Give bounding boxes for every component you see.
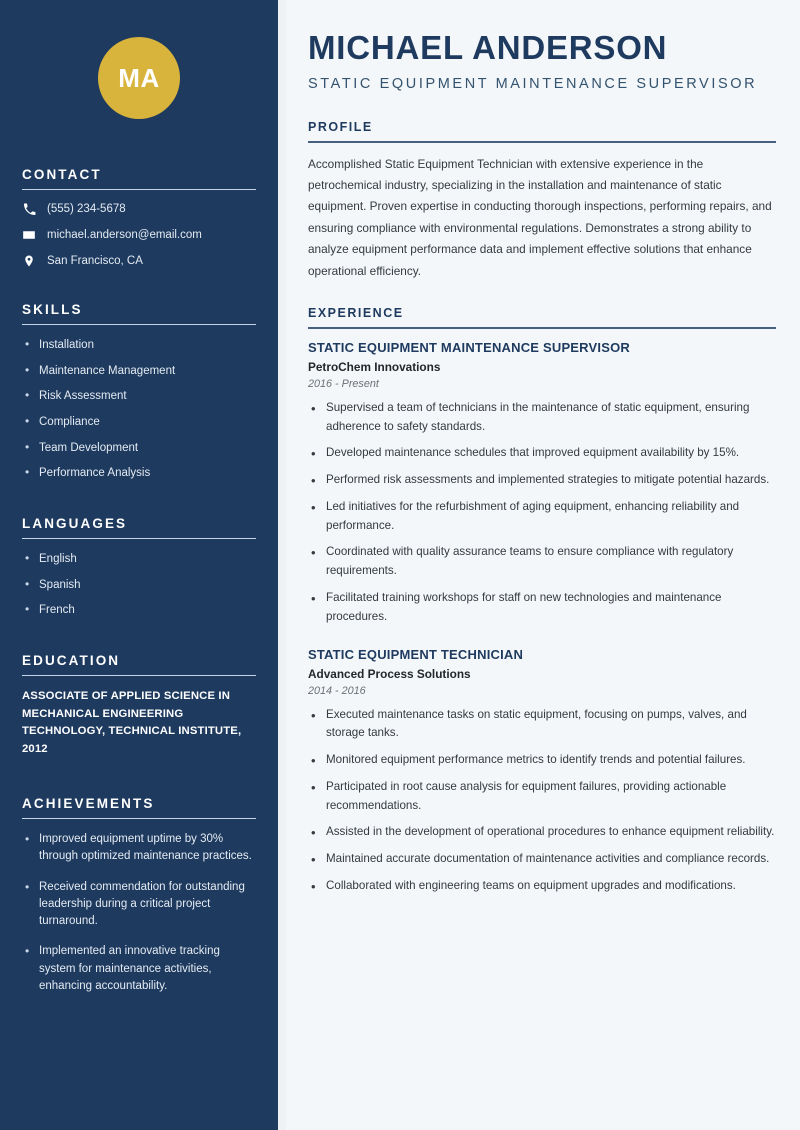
experience-bullet-list xyxy=(308,706,776,896)
list-item: • Team Development xyxy=(22,440,256,457)
page-title: MICHAEL ANDERSON xyxy=(308,29,668,66)
education-heading: EDUCATION xyxy=(22,653,121,669)
contact-heading: CONTACT xyxy=(22,167,102,182)
experience-bullet-list xyxy=(308,399,776,627)
main-content xyxy=(286,0,800,1130)
achievements-heading: ACHIEVEMENTS xyxy=(22,796,155,812)
list-item: • Collaborated with engineering teams on equipment upgrades and modifications. xyxy=(308,877,776,896)
education-entry: ASSOCIATE OF APPLIED SCIENCE IN MECHANICAL ENGINEERING TECHNOLOGY, TECHNICAL INSTITUTE, 2012 xyxy=(22,690,242,755)
experience-heading: EXPERIENCE xyxy=(308,306,404,321)
contact-phone-value: (555) 234-5678 xyxy=(47,203,126,215)
experience-dates: 2014 - 2016 xyxy=(308,684,366,697)
achievements-list xyxy=(22,831,256,995)
list-item: • Participated in root cause analysis for equipment failures, providing actionable recommendations. xyxy=(308,778,776,816)
profile-text: Accomplished Static Equipment Technician with extensive experience in the petrochemical industry, specializing in the installation and maintenance of static equipment. Proven expertise in conducting thorough inspections, performing repairs, and ensuring compliance with environmental regulations. Demonstrates a strong ability to analyze equipment performance data and implement effective solutions that enhance operational efficiency. xyxy=(308,156,772,278)
contact-divider xyxy=(22,189,256,190)
avatar-container xyxy=(22,0,256,119)
profile-divider xyxy=(308,141,776,142)
languages-section xyxy=(22,516,256,619)
list-item: • Coordinated with quality assurance teams to ensure compliance with regulatory requirements. xyxy=(308,543,776,581)
skills-divider xyxy=(22,324,256,325)
list-item: • French xyxy=(22,602,256,619)
experience-company: Advanced Process Solutions xyxy=(308,666,471,681)
experience-dates: 2016 - Present xyxy=(308,377,379,390)
experience-divider xyxy=(308,327,776,328)
achievements-section xyxy=(22,796,256,995)
experience-section xyxy=(308,306,776,895)
education-divider xyxy=(22,675,256,676)
experience-entry xyxy=(308,647,776,896)
experience-role: STATIC EQUIPMENT MAINTENANCE SUPERVISOR xyxy=(308,339,630,355)
list-item: • Maintained accurate documentation of maintenance activities and compliance records. xyxy=(308,850,776,869)
languages-heading: LANGUAGES xyxy=(22,516,128,532)
languages-list xyxy=(22,551,256,619)
education-section xyxy=(22,653,256,758)
list-item: • Spanish xyxy=(22,577,256,594)
phone-icon xyxy=(22,202,36,216)
list-item: • Improved equipment uptime by 30% through optimized maintenance practices. xyxy=(22,831,256,866)
list-item: • Installation xyxy=(22,337,256,354)
experience-company: PetroChem Innovations xyxy=(308,359,441,374)
list-item: • Maintenance Management xyxy=(22,363,256,380)
list-item: • Developed maintenance schedules that improved equipment availability by 15%. xyxy=(308,444,776,463)
list-item: • Assisted in the development of operational procedures to enhance equipment reliability. xyxy=(308,823,776,842)
avatar: MA xyxy=(98,37,180,119)
contact-location-value: San Francisco, CA xyxy=(47,255,143,267)
list-item: • English xyxy=(22,551,256,568)
email-icon xyxy=(22,228,36,242)
skills-heading: SKILLS xyxy=(22,302,83,317)
location-pin-icon xyxy=(22,254,36,268)
profile-heading: PROFILE xyxy=(308,120,373,135)
skills-section xyxy=(22,302,256,482)
list-item: • Led initiatives for the refurbishment of aging equipment, enhancing reliability and performance. xyxy=(308,498,776,536)
list-item: • Facilitated training workshops for staff on new technologies and maintenance procedures. xyxy=(308,589,776,627)
column-gap-divider xyxy=(278,0,286,1130)
experience-role: STATIC EQUIPMENT TECHNICIAN xyxy=(308,646,524,662)
list-item: • Performed risk assessments and implemented strategies to mitigate potential hazards. xyxy=(308,471,776,490)
languages-divider xyxy=(22,538,256,539)
list-item: • Compliance xyxy=(22,414,256,431)
contact-email-row xyxy=(22,228,256,242)
profile-section xyxy=(308,120,776,282)
sidebar xyxy=(0,0,278,1130)
contact-location-row xyxy=(22,254,256,268)
experience-entry xyxy=(308,340,776,627)
list-item: • Performance Analysis xyxy=(22,465,256,482)
contact-phone-row xyxy=(22,202,256,216)
achievements-divider xyxy=(22,818,256,819)
professional-title: STATIC EQUIPMENT MAINTENANCE SUPERVISOR xyxy=(308,75,758,92)
list-item: • Supervised a team of technicians in the maintenance of static equipment, ensuring adherence to safety standards. xyxy=(308,399,776,437)
list-item: • Received commendation for outstanding leadership during a critical project turnaround. xyxy=(22,879,256,931)
contact-section xyxy=(22,167,256,268)
skills-list xyxy=(22,337,256,482)
list-item: • Monitored equipment performance metrics to identify trends and potential failures. xyxy=(308,751,776,770)
list-item: • Executed maintenance tasks on static equipment, focusing on pumps, valves, and storage tanks. xyxy=(308,706,776,744)
contact-email-value: michael.anderson@email.com xyxy=(47,229,202,241)
list-item: • Risk Assessment xyxy=(22,388,256,405)
list-item: • Implemented an innovative tracking system for maintenance activities, enhancing accountability. xyxy=(22,943,256,995)
